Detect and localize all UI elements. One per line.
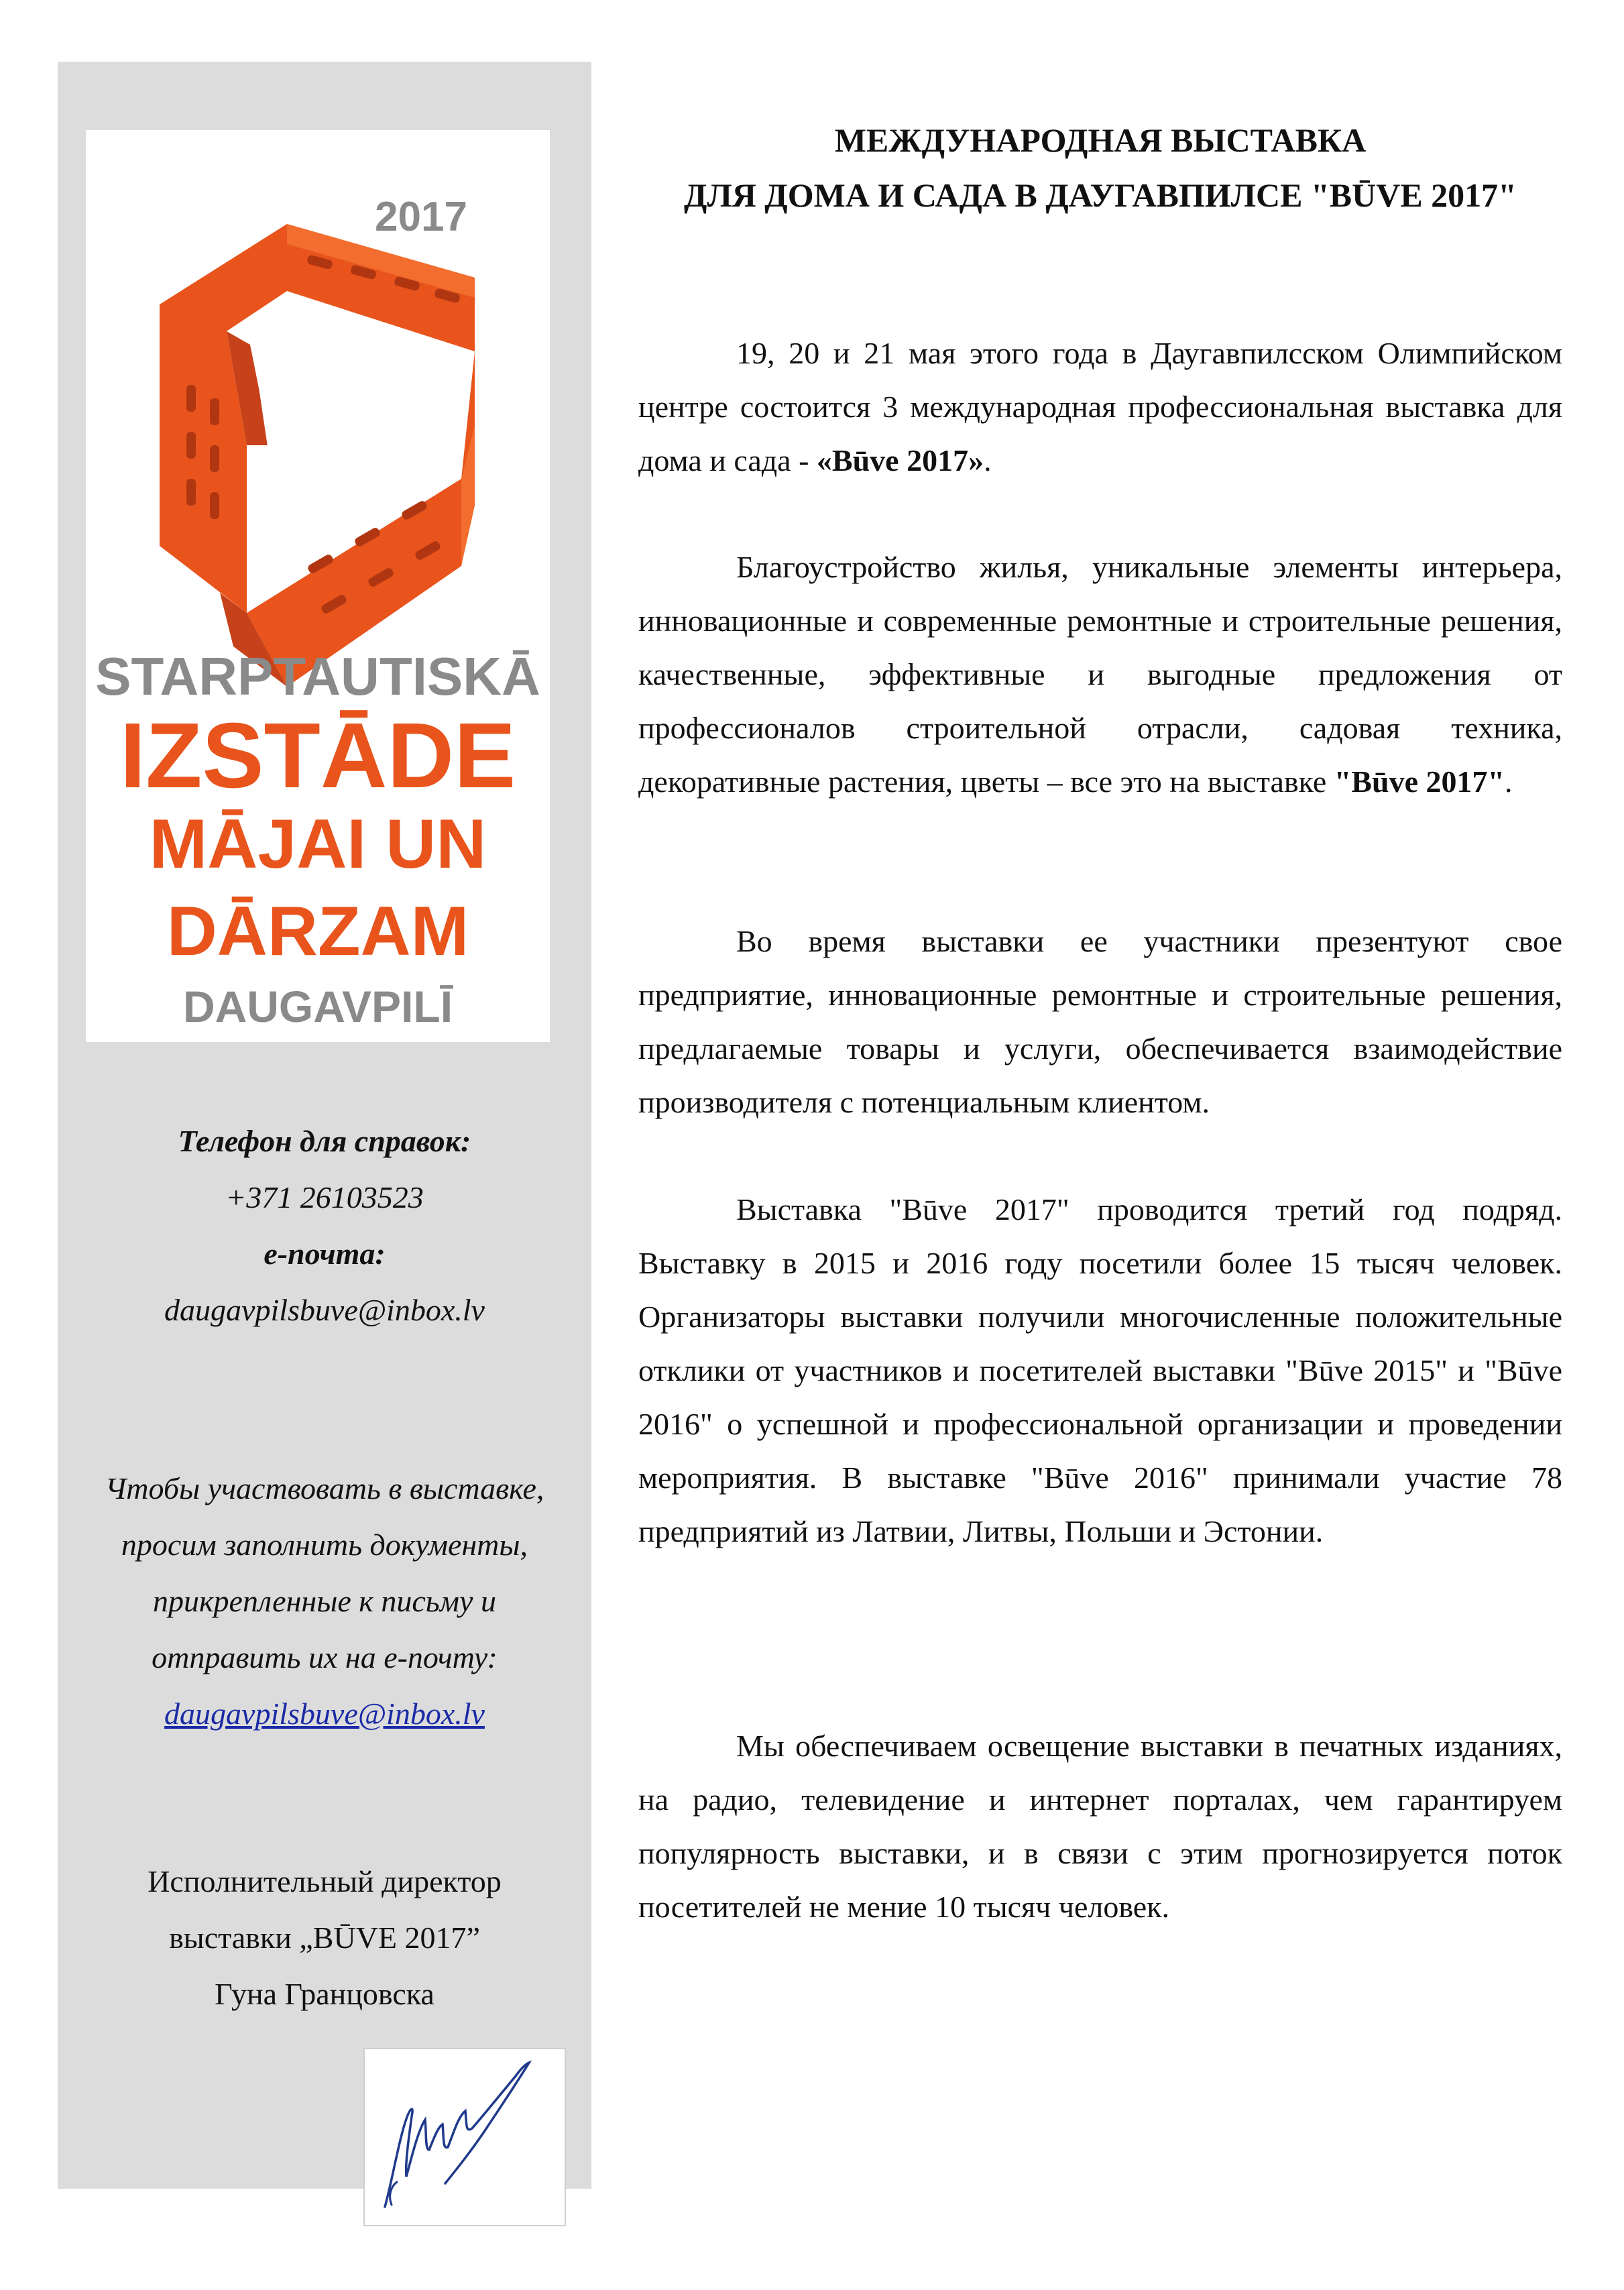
paragraph-2 <box>638 540 1562 809</box>
email-label: e-почта: <box>264 1237 386 1271</box>
paragraph-1-end: . <box>984 443 992 477</box>
director-name: Гуна Гранцовска <box>215 1977 434 2011</box>
invite-line: просим заполнить документы, <box>121 1528 528 1562</box>
email-address: daugavpilsbuve@inbox.lv <box>164 1293 485 1327</box>
paragraph-1-bold: «Būve 2017» <box>816 443 984 477</box>
paragraph-2-bold: "Būve 2017" <box>1334 764 1505 799</box>
brick-triangle-logo-icon <box>86 130 550 1042</box>
director-block <box>58 1853 591 2022</box>
signature-image <box>363 2048 566 2226</box>
paragraph-1-text: 19, 20 и 21 мая этого года в Даугавпилсском Олимпийском центре состоится 3 международная профессиональная выставка для дома и сада - <box>638 336 1562 477</box>
invite-line: Чтобы участвовать в выставке, <box>105 1471 544 1505</box>
exhibition-logo <box>86 130 550 1042</box>
title-line-1: МЕЖДУНАРОДНАЯ ВЫСТАВКА <box>834 121 1367 159</box>
document-title <box>638 113 1562 223</box>
logo-line-5: DAUGAVPILĪ <box>182 982 453 1031</box>
logo-line-4: DĀRZAM <box>166 893 469 970</box>
logo-line-3: MĀJAI UN <box>149 805 487 883</box>
sidebar-panel <box>58 62 591 2189</box>
paragraph-3: Во время выставки ее участники презентуют свое предприятие, инновационные ремонтные и строительные решения, предлагаемые товары и услуги, обеспечивается взаимодействие производителя с потенциальным клиентом. <box>638 924 1562 1119</box>
paragraph-1 <box>638 327 1562 488</box>
contact-block <box>58 1113 591 1338</box>
brick-triangle-icon <box>160 224 475 687</box>
phone-number: +371 26103523 <box>225 1180 424 1214</box>
paragraph-2-text: Благоустройство жилья, уникальные элементы интерьера, инновационные и современные ремонтные и строительные решения, качественные, эффективные и выгодные предложения от профессионалов строительной отрасли, садовая техника, декоративные растения, цветы – все это на выставке <box>638 550 1562 799</box>
signature-icon <box>365 2049 565 2225</box>
paragraph-2-end: . <box>1505 764 1513 799</box>
invite-email-link[interactable]: daugavpilsbuve@inbox.lv <box>164 1697 485 1731</box>
logo-line-2: IZSTĀDE <box>119 704 516 807</box>
logo-line-1: STARPTAUTISKĀ <box>95 646 540 706</box>
title-line-2: ДЛЯ ДОМА И САДА В ДАУГАВПИЛСЕ "BŪVE 2017" <box>684 176 1517 214</box>
phone-label: Телефон для справок: <box>178 1124 471 1158</box>
invite-line: прикрепленные к письму и <box>153 1584 496 1618</box>
paragraph-5: Мы обеспечиваем освещение выставки в печатных изданиях, на радио, телевидение и интернет порталах, чем гарантируем популярность выставки, и в связи с этим прогнозируется поток посетителей не мение 10 тысяч человек. <box>638 1729 1562 1924</box>
director-event: выставки „BŪVE 2017” <box>169 1921 480 1955</box>
paragraph-4: Выставка "Būve 2017" проводится третий год подряд. Выставку в 2015 и 2016 году посетили более 15 тысяч человек. Организаторы выставки получили многочисленные положительные отклики от участников и посетителей выставки "Būve 2015" и "Būve 2016" о успешной и профессиональной организации и проведении мероприятия. В выставке "Būve 2016" принимали участие 78 предприятий из Латвии, Литвы, Польши и Эстонии. <box>638 1192 1562 1548</box>
invite-line: отправить их на e-почту: <box>152 1640 498 1674</box>
logo-year: 2017 <box>375 194 467 240</box>
director-title: Исполнительный директор <box>148 1864 502 1898</box>
invite-block <box>58 1461 591 1742</box>
